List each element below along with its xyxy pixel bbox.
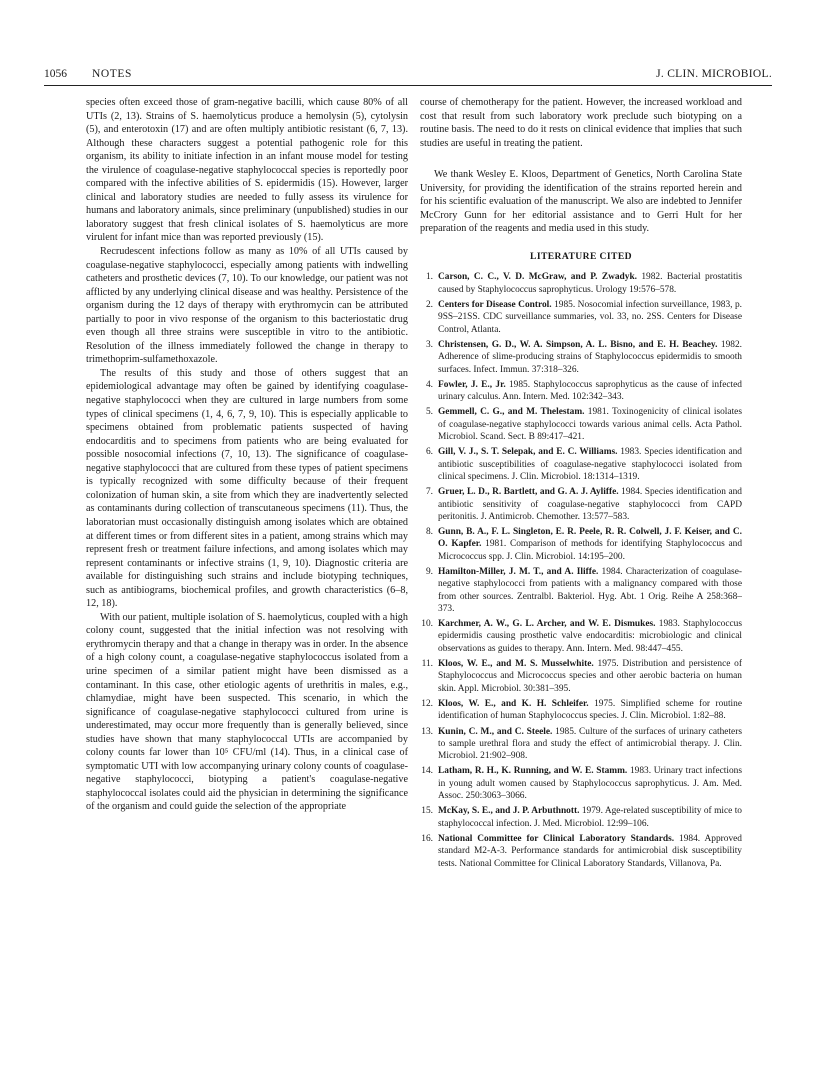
reference-details: 1985. Staphylococcus saprophyticus as the cause of infected urinary calculus. Ann. Intern. Med. 102:342–343. bbox=[438, 379, 742, 403]
reference-item bbox=[420, 526, 742, 563]
reference-number: 13. bbox=[421, 726, 433, 737]
reference-details: 1985. Nosocomial infection surveillance, 1983, p. 9SS–21SS. CDC surveillance summaries, vol. 33, no. 2SS. Centers for Disease Control, Atlanta. bbox=[438, 300, 742, 335]
reference-authors: Centers for Disease Control. bbox=[438, 300, 552, 311]
reference-authors: Kunin, C. M., and C. Steele. bbox=[438, 726, 553, 737]
reference-details: 1983. Urinary tract infections in young adult women caused by Staphylococcus saprophyticus. J. Am. Med. Assoc. 250:3063–3066. bbox=[438, 766, 742, 802]
reference-details: 1985. Culture of the surfaces of urinary catheters to sample urethral flora and study the effect of antimicrobial therapy. J. Clin. Microbiol. 21:902–908. bbox=[438, 726, 742, 762]
reference-number: 4. bbox=[425, 379, 433, 390]
reference-authors: Kloos, W. E., and K. H. Schleifer. bbox=[438, 698, 589, 709]
reference-details: 1983. Staphylococcus epidermidis causing prosthetic valve endocarditis: microbiologic and clinical observations as guides to therapy. Ann. Intern. Med. 98:447–455. bbox=[438, 619, 742, 654]
reference-item bbox=[420, 406, 742, 443]
reference-authors: Gruer, L. D., R. Bartlett, and G. A. J. Ayliffe. bbox=[438, 487, 619, 498]
reference-number: 10. bbox=[421, 619, 433, 630]
reference-authors: Karchmer, A. W., G. L. Archer, and W. E. Dismukes. bbox=[438, 619, 656, 630]
reference-list bbox=[420, 271, 742, 869]
reference-item bbox=[420, 805, 742, 830]
journal-abbrev: J. CLIN. MICROBIOL. bbox=[656, 68, 772, 80]
reference-authors: Gill, V. J., S. T. Selepak, and E. C. Williams. bbox=[438, 447, 618, 458]
reference-authors: Kloos, W. E., and M. S. Musselwhite. bbox=[438, 659, 594, 670]
reference-number: 11. bbox=[421, 659, 433, 670]
reference-authors: Gunn, B. A., F. L. Singleton, E. R. Peele, R. R. Colwell, J. F. Keiser, and C. O. Kapfer. bbox=[438, 527, 742, 550]
reference-number: 6. bbox=[425, 447, 433, 458]
reference-number: 1. bbox=[425, 272, 433, 283]
page-number: 1056 bbox=[44, 68, 67, 80]
left-column bbox=[86, 96, 408, 814]
reference-number: 9. bbox=[425, 567, 433, 577]
reference-authors: National Committee for Clinical Laboratory Standards. bbox=[438, 833, 675, 844]
reference-authors: Christensen, G. D., W. A. Simpson, A. L. Bisno, and E. H. Beachey. bbox=[438, 339, 718, 350]
body-paragraph: The results of this study and those of others suggest that an epidemiological advantage may often be gained by identifying coagulase-negative staphylococci when they are cultured in large numbers from some types of clinical specimens (1, 4, 6, 7, 9, 10). This is especially applicable to specimens obtained from problematic patients suspected of having endocarditis and to specimens from patients who are being evaluated for possible nosocomial infections (7, 10, 13). The significance of coagulase-negative staphylococci that are cultured from these types of patient specimens is typically recognized with some difficulty because of their frequent colonization of human skin, a site from which they are inadvertently selected as contaminants during collection of transcutaneous specimens (11). Thus, the laboratorian must occasionally distinguish among isolates which are obtained at different times or from different sites in a patient, among strains which may represent fresh or treatment failure infections, and among isolates which may represent contaminants or infective strains (1, 9, 10). Diagnostic criteria are available for distinguishing such strains and include biotyping techniques, such as antibiograms, biochemical profiles, and growth characteristics (6–8, 12, 18). bbox=[86, 367, 408, 610]
body-paragraph: Recrudescent infections follow as many as 10% of all UTIs caused by coagulase-negative staphylococci, especially among patients with indwelling catheters and prosthetic devices (7, 10). To our knowledge, our patient was not afflicted by any underlying clinical disease and was healthy. Persistence of the organism during the 12 days of therapy with erythromycin can be attributed partially to poor in vivo response of the organism to this bacteriostatic drug even though all three strains were susceptible in vitro to the antibiotic. Resolution of the illness immediately followed the change in therapy to trimethoprim-sulfamethoxazole. bbox=[86, 246, 408, 366]
reference-details: 1975. Distribution and persistence of Staphylococcus and Micrococcus species and other aerobic bacteria on human skin. Appl. Microbiol. 30:381–395. bbox=[438, 659, 742, 694]
reference-details: 1983. Species identification and antibiotic susceptibilities of coagulase-negative staphylococci isolated from clinical specimens. J. Clin. Microbiol. 18:1314–1319. bbox=[438, 447, 742, 482]
reference-number: 16. bbox=[421, 833, 433, 844]
reference-item bbox=[420, 271, 742, 296]
acknowledgment: We thank Wesley E. Kloos, Department of Genetics, North Carolina State University, for providing the identification of the strains reported herein and for his scientific evaluation of the manuscript. We also are indebted to Jennifer McCrory Gunn for her editorial assistance and to Gerri Hult for her preparation of the reagents and media used in this study. bbox=[420, 169, 742, 235]
right-column bbox=[420, 96, 742, 873]
literature-cited-heading: LITERATURE CITED bbox=[530, 250, 632, 262]
section-label: NOTES bbox=[92, 68, 133, 80]
reference-item bbox=[420, 566, 742, 615]
reference-authors: Fowler, J. E., Jr. bbox=[438, 379, 506, 390]
reference-number: 2. bbox=[425, 300, 433, 311]
reference-number: 3. bbox=[425, 339, 433, 350]
header-divider bbox=[44, 85, 772, 86]
reference-item bbox=[420, 726, 742, 763]
reference-number: 5. bbox=[425, 407, 433, 418]
reference-authors: Carson, C. C., V. D. McGraw, and P. Zwadyk. bbox=[438, 272, 638, 283]
reference-details: 1984. Characterization of coagulase-negative staphylococci from patients with a malignancy compared with those from other sources. Zentralbl. Bakteriol. Hyg. Abt. 1 Orig. Reihe A 258:368–373. bbox=[438, 567, 742, 614]
reference-item bbox=[420, 299, 742, 336]
body-paragraph: course of chemotherapy for the patient. However, the increased workload and cost that result from such laboratory work preclude such biotyping on a routine basis. The need to do it rests on clinical evidence that implies that such studies are useful in treating the patient. bbox=[420, 97, 742, 149]
reference-item bbox=[420, 486, 742, 523]
reference-item bbox=[420, 658, 742, 695]
reference-details: 1981. Toxinogenicity of clinical isolates of coagulase-negative staphylococci towards various animal cells. Acta Pathol. Microbiol. Scand. Sect. B 89:417–421. bbox=[438, 407, 742, 443]
reference-item bbox=[420, 765, 742, 802]
reference-authors: McKay, S. E., and J. P. Arbuthnott. bbox=[438, 806, 580, 817]
body-paragraph: species often exceed those of gram-negative bacilli, which cause 80% of all UTIs (2, 13). Strains of S. haemolyticus produce a hemolysin (5), cytolysin (5), and enterotoxin (17) and are often multiply antibiotic resistant (6, 7, 13). Although these characters suggest a potential pathogenic role for this organism, its ability to initiate infection in an infant mouse model for testing the virulence of coagulase-negative staphylococcal species is reportedly poor compared with the infective abilities of S. epidermidis (15). However, larger clinical and laboratory studies are needed to fully assess its virulence for humans and laboratory animals, since preliminary (unpublished) studies in our laboratory suggest that fresh clinical isolates of S. haemolyticus are more virulent for infant mice than was reported previously (15). bbox=[86, 97, 408, 244]
reference-item bbox=[420, 379, 742, 404]
reference-item bbox=[420, 833, 742, 870]
reference-authors: Hamilton-Miller, J. M. T., and A. Iliffe. bbox=[438, 567, 599, 577]
body-paragraph: With our patient, multiple isolation of S. haemolyticus, coupled with a high colony count, suggested that the initial infection was not resolving with erythromycin therapy and that a change in therapy was in order. In the absence of a high colony count, a coagulase-negative staphylococcus isolated from a urine specimen of a similar patient might have been dismissed as a contaminant. In this case, other etiologic agents of urethritis in males, e.g., chlamydiae, might have been suspected. This scenario, in which the significance of coagulase-negative staphylococci cultured from urine is underestimated, may occur more frequently than is generally believed, since studies have shown that many staphylococcal UTIs are accompanied by colony counts far lower than 10⁵ CFU/ml (14). Thus, in a clinical case of symptomatic UTI with low accompanying urinary colony counts of coagulase-negative staphylococci, biotyping a patient's coagulase-negative staphylococcal isolates could aid the physician in determining the significance of the organism and could guide the selection of the appropriate bbox=[86, 611, 408, 813]
reference-details: 1982. Bacterial prostatitis caused by Staphylococcus saprophyticus. Urology 19:576–578. bbox=[438, 272, 742, 295]
reference-details: 1982. Adherence of slime-producing strains of Staphylococcus epidermidis to smooth surfaces. Infect. Immun. 37:318–326. bbox=[438, 339, 742, 375]
reference-number: 7. bbox=[425, 487, 433, 498]
reference-authors: Gemmell, C. G., and M. Thelestam. bbox=[438, 407, 585, 418]
reference-details: 1984. Species identification and antibiotic sensitivity of coagulase-negative staphylococci from CAPD peritonitis. J. Antimicrob. Chemother. 13:577–583. bbox=[438, 487, 742, 522]
reference-number: 14. bbox=[421, 766, 433, 777]
reference-authors: Latham, R. H., K. Running, and W. E. Stamm. bbox=[438, 766, 628, 777]
reference-details: 1984. Approved standard M2-A-3. Performance standards for antimicrobial disk susceptibility tests. National Committee for Clinical Laboratory Standards, Villanova, Pa. bbox=[438, 833, 742, 869]
reference-item bbox=[420, 446, 742, 483]
reference-details: 1981. Comparison of methods for identifying Staphylococcus and Micrococcus spp. J. Clin. Microbiol. 14:195–200. bbox=[438, 539, 743, 562]
reference-details: 1975. Simplified scheme for routine identification of human Staphylococcus species. J. Clin. Microbiol. 1:82–88. bbox=[438, 698, 742, 722]
reference-number: 15. bbox=[421, 806, 433, 817]
reference-item bbox=[420, 339, 742, 376]
running-header bbox=[44, 68, 772, 86]
reference-number: 8. bbox=[425, 527, 433, 538]
reference-number: 12. bbox=[421, 698, 433, 709]
reference-item bbox=[420, 698, 742, 723]
reference-details: 1979. Age-related susceptibility of mice to staphylococcal infection. J. Med. Microbiol. 12:99–106. bbox=[438, 806, 742, 829]
reference-item bbox=[420, 618, 742, 655]
